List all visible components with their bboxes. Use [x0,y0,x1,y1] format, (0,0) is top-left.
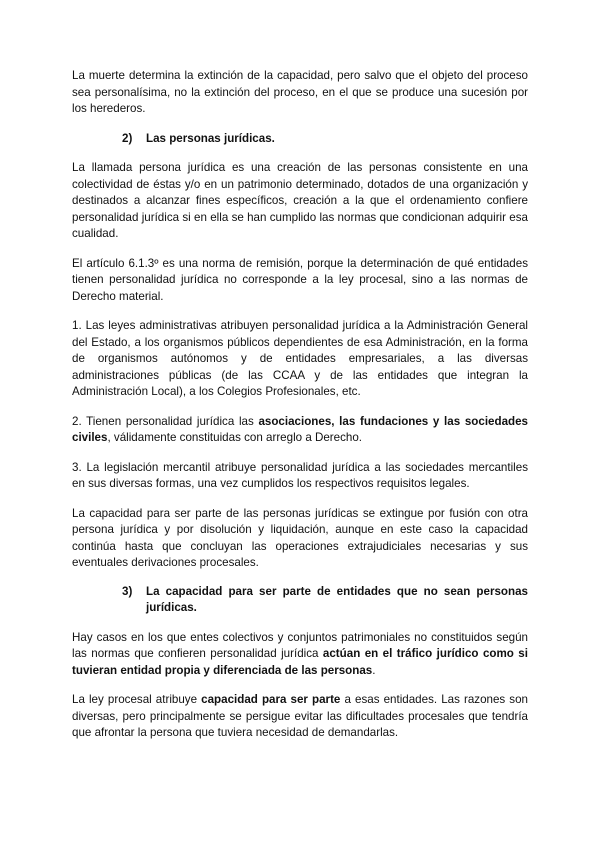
bold-segment: asociaciones, las fundaciones y las sociedades civiles [72,414,528,444]
text-segment: , válidamente constituidas con arreglo a Derecho. [107,431,363,444]
paragraph-persona-juridica-definicion: La llamada persona jurídica es una creación de las personas consistente en una colectividad de éstas y/o en un patrimonio determinado, dotados de una organización y destinados a alcanzar fines específicos, creación a la que el ordenamiento confiere personalidad jurídica si en ella se han cumplido las normas que condicionan adquirir esa cualidad. [72,161,528,240]
paragraph-asociaciones [72,414,528,447]
paragraph-ley-procesal [72,692,528,742]
heading-number: 3) [122,584,133,598]
paragraph-leyes-administrativas: 1. Las leyes administrativas atribuyen personalidad jurídica a la Administración General del Estado, a los organismos públicos dependientes de esa Administración, en la forma de organismos autónomos y de entidades empresariales, a las diversas administraciones públicas (de las CCAA y de las entidades que integran la Administración Local), a los Colegios Profesionales, etc. [72,319,528,398]
text-segment: a esas entidades. Las razones son diversas, pero principalmente se persigue evitar las dificultades procesales que tendría que afrontar la persona que tuviera necesidad de demandarlas. [72,693,529,739]
paragraph-legislacion-mercantil: 3. La legislación mercantil atribuye personalidad jurídica a las sociedades mercantiles en sus diversas formas, una vez cumplidos los respectivos requisitos legales. [72,460,528,490]
paragraph-extincion-capacidad: La capacidad para ser parte de las personas jurídicas se extingue por fusión con otra persona jurídica y por disolución y liquidación, aunque en este caso la capacidad continúa hasta que concluyan las operaciones extrajudiciales necesarias y sus eventuales derivaciones procesales. [72,506,528,569]
bold-segment: capacidad para ser parte [201,693,341,706]
bold-segment: actúan en el tráfico jurídico como si tuvieran entidad propia y diferenciada de las personas [72,647,528,677]
paragraph-articulo-6-1-3: El artículo 6.1.3º es una norma de remisión, porque la determinación de qué entidades tienen personalidad jurídica no corresponde a la ley procesal, sino a las normas de Derecho material. [72,256,528,303]
heading-personas-juridicas [72,131,528,148]
text-segment: La ley procesal atribuye [72,693,202,706]
text-segment: 2. Tienen personalidad jurídica las [72,414,259,428]
heading-entidades-sin-personalidad [72,584,528,617]
heading-number: 2) [122,131,133,145]
text-segment: Hay casos en los que entes colectivos y conjuntos patrimoniales no constituidos según las normas que confieren personalidad jurídica [72,630,528,660]
paragraph-entes-colectivos [72,630,528,680]
heading-text: La capacidad para ser parte de entidades que no sean personas jurídicas. [146,584,528,614]
heading-text: Las personas jurídicas. [146,131,275,145]
paragraph-muerte: La muerte determina la extinción de la capacidad, pero salvo que el objeto del proceso sea personalísima, no la extinción del proceso, en el que se produce una sucesión por los herederos. [72,69,528,115]
text-segment: . [372,663,376,677]
